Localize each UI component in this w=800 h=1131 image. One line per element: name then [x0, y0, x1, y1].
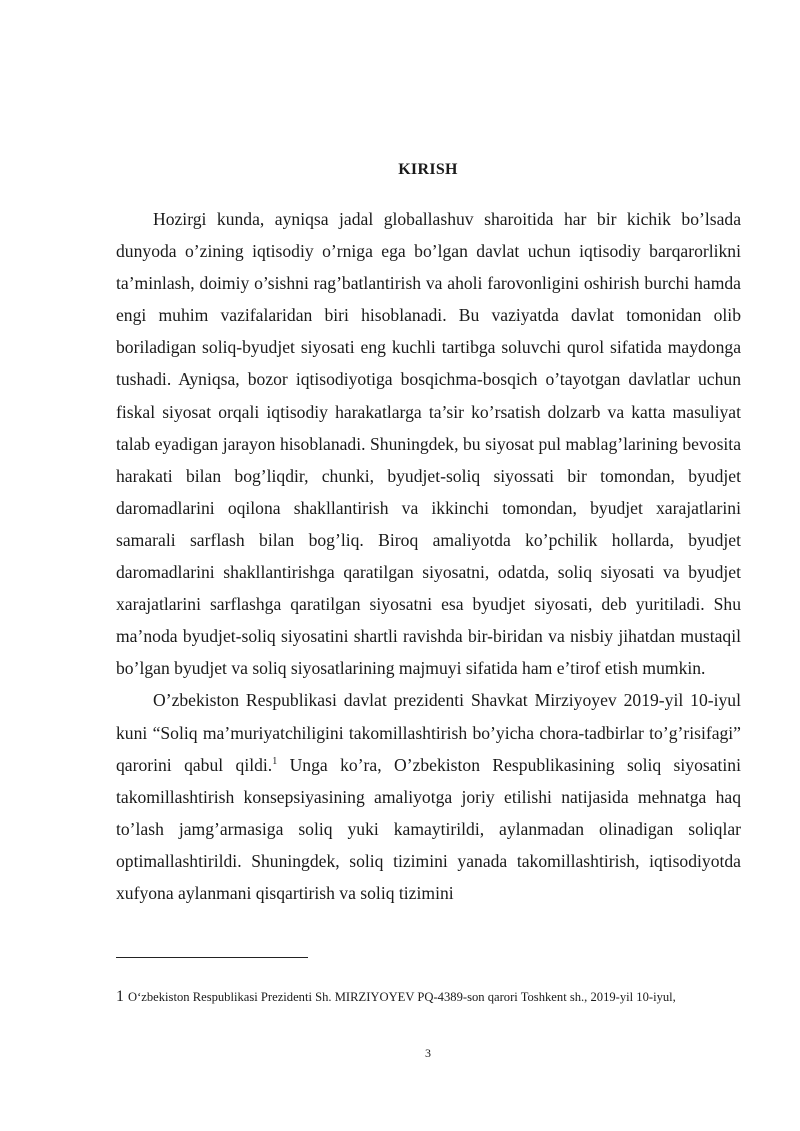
paragraph-decree [116, 684, 741, 909]
footnote-divider [116, 957, 308, 958]
paragraph-decree-start: O’zbekiston Respublikasi davlat prezidenti Shavkat Mirziyoyev 2019-yil 10-iyul kuni “Soliq ma’muriyatchiligini takomillashtirish bo’yicha chora-tadbirlar to’g’risifagi” qarorini qabul qildi. [116, 690, 741, 775]
page-number: 3 [425, 1046, 431, 1060]
footnote [116, 984, 741, 1010]
body-text [116, 203, 741, 909]
footnote-reference[interactable]: 1 [272, 755, 278, 767]
paragraph-intro: Hozirgi kunda, ayniqsa jadal globallashuv sharoitida har bir kichik bo’lsada dunyoda o’zining iqtisodiy o’rniga ega bo’lgan davlat uchun iqtisodiy barqarorlikni ta’minlash, doimiy o’sishni rag’batlantirish va aholi farovonligini oshirish burchi hamda engi muhim vazifalaridan biri hisoblanadi. Bu vaziyatda davlat tomonidan olib boriladigan soliq-byudjet siyosati eng kuchli tartibga soluvchi qurol sifatida maydonga tushadi. Ayniqsa, bozor iqtisodiyotiga bosqichma-bosqich o’tayotgan davlatlar uchun fiskal siyosat orqali iqtisodiy harakatlarga ta’sir ko’rsatish dolzarb va katta masuliyat talab eyadigan jarayon hisoblanadi. Shuningdek, bu siyosat pul mablag’larining bevosita harakati bilan bog’liqdir, chunki, byudjet-soliq siyossati bir tomondan, byudjet daromadlarini oqilona shakllantirish va ikkinchi tomondan, byudjet xarajatlarini samarali sarflash bilan bog’liq. Biroq amaliyotda ko’pchilik hollarda, byudjet daromadlarini shakllantirishga qaratilgan siyosatni, odatda, soliq siyosati va byudjet xarajatlarini sarflashga qaratilgan siyosatni esa byudjet siyosati, deb yuritiladi. Shu ma’noda byudjet-soliq siyosatini shartli ravishda bir-biridan va nisbiy jihatdan mustaqil bo’lgan byudjet va soliq siyosatlarining majmuyi sifatida ham e’tirof etish mumkin. [116, 209, 741, 679]
page-heading: KIRISH [398, 161, 458, 178]
footnote-text: O‘zbekiston Respublikasi Prezidenti Sh. MIRZIYOYEV PQ-4389-son qarori Toshkent sh., 2019-yil 10-iyul, [128, 990, 676, 1004]
footnote-mark: 1 [116, 988, 124, 1005]
paragraph-decree-rest: Unga ko’ra, O’zbekiston Respublikasining soliq siyosatini takomillashtirish konsepsiyasining amaliyotga joriy etilishi natijasida mehnatga haq to’lash jamg’armasiga soliq yuki kamaytirildi, aylanmadan olinadigan soliqlar optimallashtirildi. Shuningdek, soliq tizimini yanada takomillashtirish, iqtisodiyotda xufyona aylanmani qisqartirish va soliq tizimini [116, 754, 741, 903]
